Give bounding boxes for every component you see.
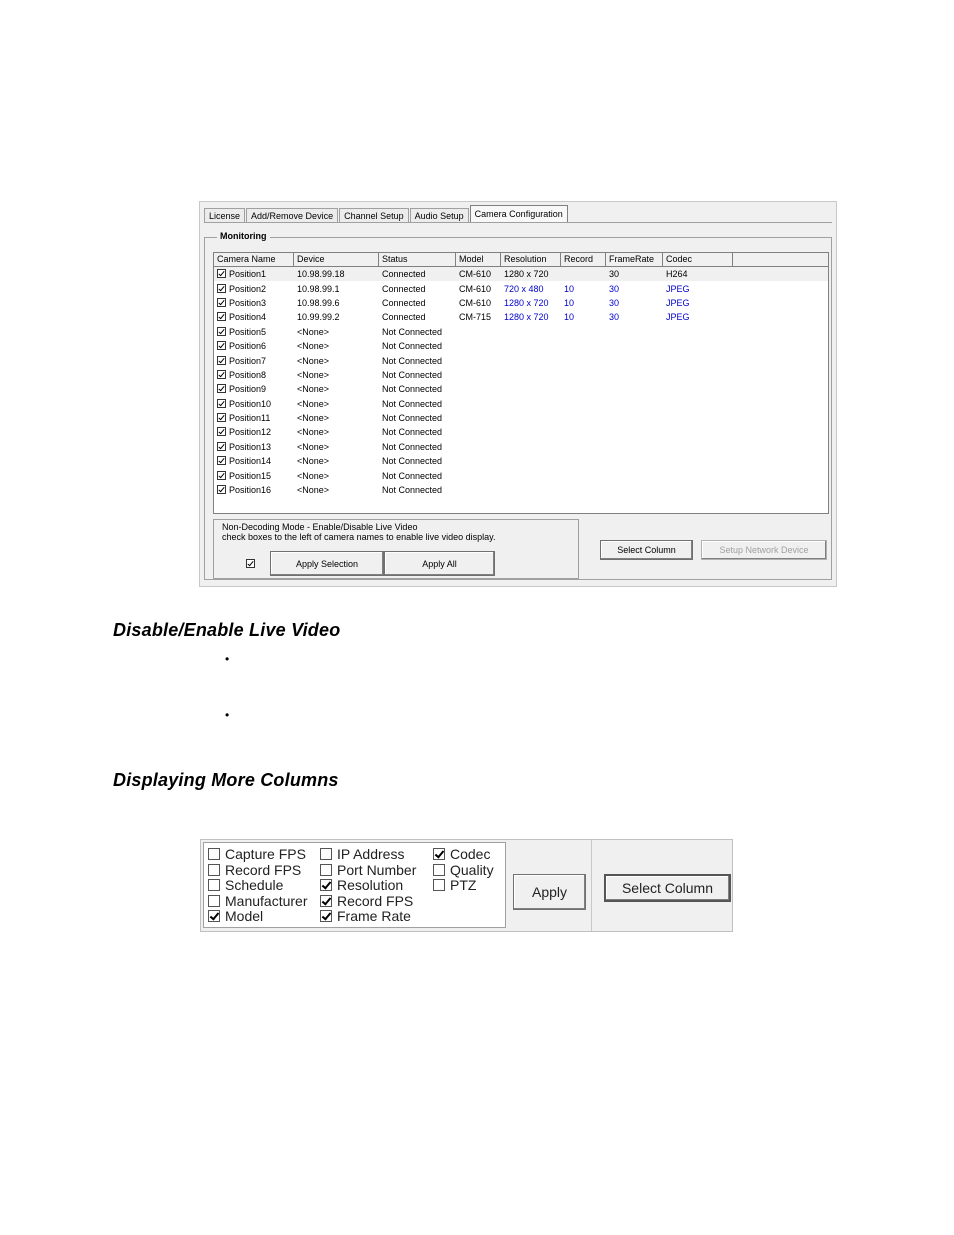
bullet-1: • [225, 652, 230, 666]
status-cell: Not Connected [382, 355, 443, 366]
table-row[interactable] [214, 353, 828, 367]
non-decoding-line2: check boxes to the left of camera names to enable live video display. [222, 532, 496, 542]
camera-name-cell [214, 399, 294, 409]
device-cell: <None> [297, 441, 330, 452]
camera-enable-checkbox[interactable] [217, 384, 226, 393]
table-row[interactable] [214, 267, 828, 281]
column-option-label: Capture FPS [225, 846, 306, 862]
column-option-resolution[interactable] [320, 878, 403, 893]
status-cell: Connected [382, 297, 426, 308]
device-cell: 10.98.99.6 [297, 297, 340, 308]
camera-configuration-window [199, 201, 837, 587]
camera-name-cell [214, 370, 294, 380]
column-header-resolution[interactable]: Resolution [501, 253, 561, 266]
resolution-cell: 1280 x 720 [504, 269, 549, 280]
table-row[interactable] [214, 325, 828, 339]
column-option-checkbox[interactable] [320, 895, 332, 907]
column-option-manufacturer[interactable] [208, 894, 307, 909]
table-row[interactable] [214, 483, 828, 497]
device-cell: 10.99.99.2 [297, 312, 340, 323]
grid-header [214, 253, 828, 267]
non-decoding-description [222, 522, 496, 542]
camera-name: Position16 [229, 485, 272, 496]
camera-name-cell [214, 327, 294, 337]
table-row[interactable] [214, 296, 828, 310]
setup-network-device-button[interactable]: Setup Network Device [701, 540, 827, 560]
table-row[interactable] [214, 339, 828, 353]
column-option-checkbox[interactable] [433, 848, 445, 860]
tab-camera-configuration[interactable]: Camera Configuration [470, 205, 568, 223]
status-cell: Not Connected [382, 441, 443, 452]
camera-name-cell [214, 284, 294, 294]
tab-audio-setup[interactable]: Audio Setup [410, 208, 469, 223]
grid-body [214, 267, 828, 497]
camera-enable-checkbox[interactable] [217, 341, 226, 350]
framerate-cell: 30 [609, 269, 620, 280]
camera-name: Position8 [229, 369, 267, 380]
column-option-label: Model [225, 908, 264, 924]
column-option-ip-address[interactable] [320, 847, 404, 862]
table-row[interactable] [214, 281, 828, 295]
status-cell: Not Connected [382, 369, 443, 380]
camera-enable-checkbox[interactable] [217, 456, 226, 465]
non-decoding-mode-panel [213, 519, 579, 579]
column-option-label: Quality [450, 861, 494, 878]
column-header-camera-name[interactable]: Camera Name [214, 253, 294, 266]
column-option-checkbox[interactable] [208, 879, 220, 891]
column-option-capture-fps[interactable] [208, 847, 306, 862]
column-header-framerate[interactable]: FrameRate [606, 253, 663, 266]
column-option-checkbox[interactable] [320, 879, 332, 891]
table-row[interactable] [214, 411, 828, 425]
camera-name: Position6 [229, 341, 267, 352]
table-row[interactable] [214, 397, 828, 411]
camera-name-cell [214, 442, 294, 452]
device-cell: <None> [297, 398, 330, 409]
column-header-status[interactable]: Status [379, 253, 456, 266]
camera-name-cell [214, 413, 294, 423]
column-header-model[interactable]: Model [456, 253, 501, 266]
framerate-cell: 30 [609, 297, 620, 308]
column-option-checkbox[interactable] [320, 864, 332, 876]
tab-add-remove-device[interactable]: Add/Remove Device [246, 208, 338, 223]
device-cell: <None> [297, 427, 330, 438]
codec-cell: JPEG [666, 297, 690, 308]
camera-enable-checkbox[interactable] [217, 413, 226, 422]
monitoring-group-title: Monitoring [217, 231, 270, 241]
camera-name: Position3 [229, 297, 267, 308]
camera-name: Position12 [229, 427, 272, 438]
device-cell: <None> [297, 470, 330, 481]
camera-name: Position13 [229, 441, 272, 452]
table-row[interactable] [214, 425, 828, 439]
column-option-label: Port Number [337, 861, 417, 878]
camera-name-cell [214, 356, 294, 366]
framerate-cell: 30 [609, 283, 620, 294]
device-cell: 10.98.99.1 [297, 283, 340, 294]
camera-enable-checkbox[interactable] [217, 399, 226, 408]
resolution-cell: 1280 x 720 [504, 312, 549, 323]
non-decoding-line1: Non-Decoding Mode - Enable/Disable Live Video [222, 522, 418, 532]
column-option-label: Manufacturer [225, 892, 308, 909]
column-header-codec[interactable]: Codec [663, 253, 733, 266]
camera-enable-checkbox[interactable] [217, 356, 226, 365]
camera-name-cell [214, 384, 294, 394]
tab-license[interactable]: License [204, 208, 245, 223]
device-cell: <None> [297, 326, 330, 337]
device-cell: 10.98.99.18 [297, 269, 345, 280]
record-cell: 10 [564, 283, 575, 294]
camera-name: Position10 [229, 398, 272, 409]
camera-enable-checkbox[interactable] [217, 471, 226, 480]
status-cell: Not Connected [382, 413, 443, 424]
camera-name-cell [214, 312, 294, 322]
column-option-checkbox[interactable] [208, 910, 220, 922]
device-cell: <None> [297, 384, 330, 395]
camera-name: Position4 [229, 312, 267, 323]
camera-enable-checkbox[interactable] [217, 442, 226, 451]
tab-channel-setup[interactable]: Channel Setup [339, 208, 409, 223]
table-row[interactable] [214, 310, 828, 324]
status-cell: Connected [382, 283, 426, 294]
camera-name-cell [214, 427, 294, 437]
device-cell: <None> [297, 413, 330, 424]
column-option-port-number[interactable] [320, 863, 416, 878]
model-cell: CM-610 [459, 269, 492, 280]
camera-enable-checkbox[interactable] [217, 327, 226, 336]
panel-divider [591, 840, 592, 931]
camera-name: Position9 [229, 384, 267, 395]
status-cell: Connected [382, 312, 426, 323]
select-column-window [200, 839, 733, 932]
apply-columns-button[interactable]: Apply [513, 874, 586, 910]
camera-enable-checkbox[interactable] [217, 298, 226, 307]
camera-name-cell [214, 298, 294, 308]
camera-name: Position2 [229, 283, 267, 294]
model-cell: CM-610 [459, 283, 492, 294]
camera-name: Position15 [229, 470, 272, 481]
tab-divider [204, 222, 832, 223]
camera-enable-checkbox[interactable] [217, 370, 226, 379]
model-cell: CM-610 [459, 297, 492, 308]
column-option-record-fps[interactable] [320, 894, 413, 909]
column-option-label: Codec [450, 846, 491, 862]
camera-name-cell [214, 269, 294, 279]
camera-enable-checkbox[interactable] [217, 269, 226, 278]
column-option-checkbox[interactable] [208, 848, 220, 860]
column-option-model[interactable] [208, 909, 263, 924]
camera-name: Position14 [229, 456, 272, 467]
camera-enable-checkbox[interactable] [217, 427, 226, 436]
status-cell: Not Connected [382, 384, 443, 395]
camera-grid[interactable] [213, 252, 829, 514]
record-cell: 10 [564, 297, 575, 308]
column-option-checkbox[interactable] [320, 848, 332, 860]
resolution-cell: 720 x 480 [504, 283, 544, 294]
codec-cell: H264 [666, 269, 688, 280]
status-cell: Not Connected [382, 326, 443, 337]
table-row[interactable] [214, 368, 828, 382]
apply-all-button[interactable]: Apply All [384, 551, 495, 576]
camera-enable-checkbox[interactable] [217, 284, 226, 293]
disable-enable-heading: Disable/Enable Live Video [113, 620, 341, 640]
camera-name: Position5 [229, 326, 267, 337]
column-option-label: IP Address [337, 846, 405, 862]
status-cell: Not Connected [382, 398, 443, 409]
camera-name-cell [214, 456, 294, 466]
device-cell: <None> [297, 369, 330, 380]
device-cell: <None> [297, 341, 330, 352]
status-cell: Not Connected [382, 485, 443, 496]
status-cell: Not Connected [382, 456, 443, 467]
column-option-quality[interactable] [433, 863, 494, 878]
codec-cell: JPEG [666, 312, 690, 323]
apply-selection-button[interactable]: Apply Selection [270, 551, 384, 576]
status-cell: Not Connected [382, 341, 443, 352]
column-option-label: Frame Rate [337, 908, 411, 924]
model-cell: CM-715 [459, 312, 492, 323]
monitoring-group [204, 231, 832, 580]
column-option-record-fps[interactable] [208, 863, 301, 878]
select-column-button[interactable]: Select Column [600, 540, 693, 560]
status-cell: Not Connected [382, 470, 443, 481]
framerate-cell: 30 [609, 312, 620, 323]
column-option-checkbox[interactable] [208, 895, 220, 907]
column-header-record[interactable]: Record [561, 253, 606, 266]
column-option-checkbox[interactable] [208, 864, 220, 876]
column-option-frame-rate[interactable] [320, 909, 411, 924]
camera-name-cell [214, 471, 294, 481]
record-cell: 10 [564, 312, 575, 323]
column-option-label: Record FPS [225, 861, 302, 878]
column-option-checkbox[interactable] [433, 879, 445, 891]
device-cell: <None> [297, 485, 330, 496]
status-cell: Connected [382, 269, 426, 280]
column-header-device[interactable]: Device [294, 253, 379, 266]
column-option-ptz[interactable] [433, 878, 476, 893]
table-row[interactable] [214, 382, 828, 396]
bullet-2: • [225, 708, 230, 722]
camera-enable-checkbox[interactable] [217, 312, 226, 321]
camera-name-cell [214, 485, 294, 495]
displaying-more-columns-heading: Displaying More Columns [113, 770, 339, 790]
device-cell: <None> [297, 456, 330, 467]
column-option-label: Resolution [337, 877, 404, 893]
column-option-checkbox[interactable] [433, 864, 445, 876]
resolution-cell: 1280 x 720 [504, 297, 549, 308]
table-row[interactable] [214, 440, 828, 454]
camera-name: Position11 [229, 413, 271, 424]
device-cell: <None> [297, 355, 330, 366]
column-option-label: Record FPS [337, 892, 414, 909]
select-column-button-2[interactable]: Select Column [604, 874, 731, 902]
tab-bar [204, 204, 569, 223]
table-row[interactable] [214, 454, 828, 468]
codec-cell: JPEG [666, 283, 690, 294]
column-option-label: Schedule [225, 877, 284, 893]
column-option-codec[interactable] [433, 847, 490, 862]
column-option-checkbox[interactable] [320, 910, 332, 922]
column-option-label: PTZ [450, 877, 477, 893]
non-decoding-checkbox[interactable] [246, 559, 255, 568]
camera-enable-checkbox[interactable] [217, 485, 226, 494]
table-row[interactable] [214, 468, 828, 482]
status-cell: Not Connected [382, 427, 443, 438]
camera-name: Position7 [229, 355, 267, 366]
camera-name-cell [214, 341, 294, 351]
camera-name: Position1 [229, 269, 267, 280]
column-options-panel [203, 842, 506, 928]
column-option-schedule[interactable] [208, 878, 283, 893]
